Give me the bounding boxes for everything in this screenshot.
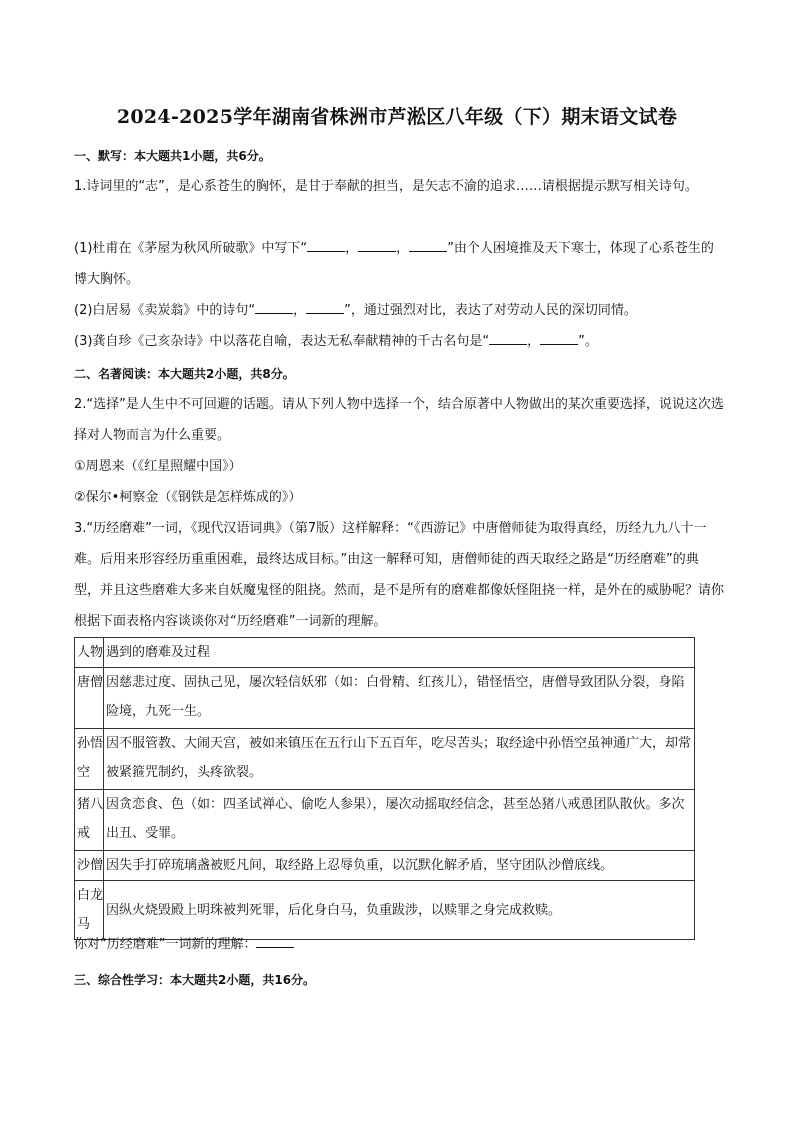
q2-option-2: ②保尔•柯察金（《钢铁是怎样炼成的》）	[74, 490, 302, 505]
q1-part1-suffix: ”由个人困境推及天下寒士，体现了心系苍生的博大胸怀。	[74, 241, 714, 287]
character-cell: 沙僧	[75, 851, 104, 881]
character-cell: 猪八戒	[75, 790, 104, 851]
q1-part2-suffix: ”，通过强烈对比，表达了对劳动人民的深切同情。	[344, 303, 637, 318]
q1-part2-prefix: (2)白居易《卖炭翁》中的诗句“	[74, 303, 256, 318]
section2-heading: 二、名著阅读：本大题共2小题，共8分。	[74, 367, 295, 381]
comma: ，	[345, 241, 359, 256]
answer-blank[interactable]	[256, 935, 294, 948]
table-header-row	[75, 638, 695, 668]
table-header-cell: 遇到的磨难及过程	[104, 638, 695, 668]
q3-answer-line	[74, 929, 724, 960]
section3-heading: 三、综合性学习：本大题共2小题，共16分。	[74, 973, 316, 987]
exam-title: 2024-2025学年湖南省株洲市芦淞区八年级（下）期末语文试卷	[116, 106, 678, 128]
answer-blank[interactable]	[255, 301, 293, 314]
q1-part1-prefix: (1)杜甫在《茅屋为秋风所破歌》中写下“	[74, 241, 308, 256]
q1-part1	[74, 233, 724, 295]
hardship-cell: 因慈悲过度、固执己见，屡次轻信妖邪（如：白骨精、红孩儿），错怪悟空，唐僧导致团队分裂，身陷险境，九死一生。	[104, 668, 695, 729]
answer-blank[interactable]	[358, 239, 396, 252]
table-header-cell: 人物	[75, 638, 104, 668]
table-row	[75, 790, 695, 851]
q1-part3-prefix: (3)龚自珍《己亥杂诗》中以落花自喻，表达无私奉献精神的千古名句是“	[74, 334, 490, 349]
answer-blank[interactable]	[307, 239, 345, 252]
q1-intro: 1.诗词里的“志”，是心系苍生的胸怀，是甘于奉献的担当，是矢志不渝的追求……请根据提示默写相关诗句。	[74, 179, 698, 194]
table-row	[75, 851, 695, 881]
hardship-cell: 因不服管教、大闹天宫，被如来镇压在五行山下五百年，吃尽苦头；取经途中孙悟空虽神通广大，却常被紧箍咒制约，头疼欲裂。	[104, 729, 695, 790]
character-cell: 孙悟空	[75, 729, 104, 790]
q2-option-1: ①周恩来（《红星照耀中国》）	[74, 459, 242, 474]
q1-part2	[74, 295, 724, 326]
hardship-cell: 因失手打碎琉璃盏被贬凡间，取经路上忍辱负重，以沉默化解矛盾，坚守团队沙僧底线。	[104, 851, 695, 881]
answer-blank[interactable]	[540, 332, 578, 345]
q3-intro: 3.“历经磨难”一词，《现代汉语词典》（第7版）这样解释：“《西游记》中唐僧师徒为取得真经，历经九九八十一难。后用来形容经历重重困难，最终达成目标。”由这一解释可知，唐僧师徒的西天取经之路是“历经磨难”的典型，并且这些磨难大多来自妖魔鬼怪的阻挠。然而，是不是所有的磨难都像妖怪阻挠一样，是外在的威胁呢？请你根据下面表格内容谈谈你对“历经磨难”一词新的理解。	[74, 521, 725, 629]
table-row	[75, 729, 695, 790]
comma: ，	[293, 303, 307, 318]
hardship-cell: 因纵火烧毁殿上明珠被判死罪，后化身白马，负重跋涉，以赎罪之身完成救赎。	[104, 881, 695, 940]
q1-part3-suffix: ”。	[578, 334, 598, 349]
character-cell: 唐僧	[75, 668, 104, 729]
q3-answer-prompt: 你对“历经磨难”一词新的理解：	[74, 937, 257, 952]
hardship-cell: 因贪恋食、色（如：四圣试禅心、偷吃人参果），屡次动摇取经信念，甚至怂猪八戒恿团队散伙。多次出丑、受罪。	[104, 790, 695, 851]
answer-blank[interactable]	[409, 239, 447, 252]
table-row	[75, 668, 695, 729]
section1-heading: 一、默写：本大题共1小题，共6分。	[74, 149, 271, 163]
answer-blank[interactable]	[489, 332, 527, 345]
comma: ，	[396, 241, 410, 256]
character-cell: 白龙马	[75, 881, 104, 940]
q2-intro: 2.“选择”是人生中不可回避的话题。请从下列人物中选择一个，结合原著中人物做出的某次重要选择，说说这次选择对人物而言为什么重要。	[74, 397, 724, 443]
answer-blank[interactable]	[306, 301, 344, 314]
hardship-table	[74, 637, 695, 940]
q1-part3	[74, 326, 724, 357]
comma: ，	[527, 334, 541, 349]
